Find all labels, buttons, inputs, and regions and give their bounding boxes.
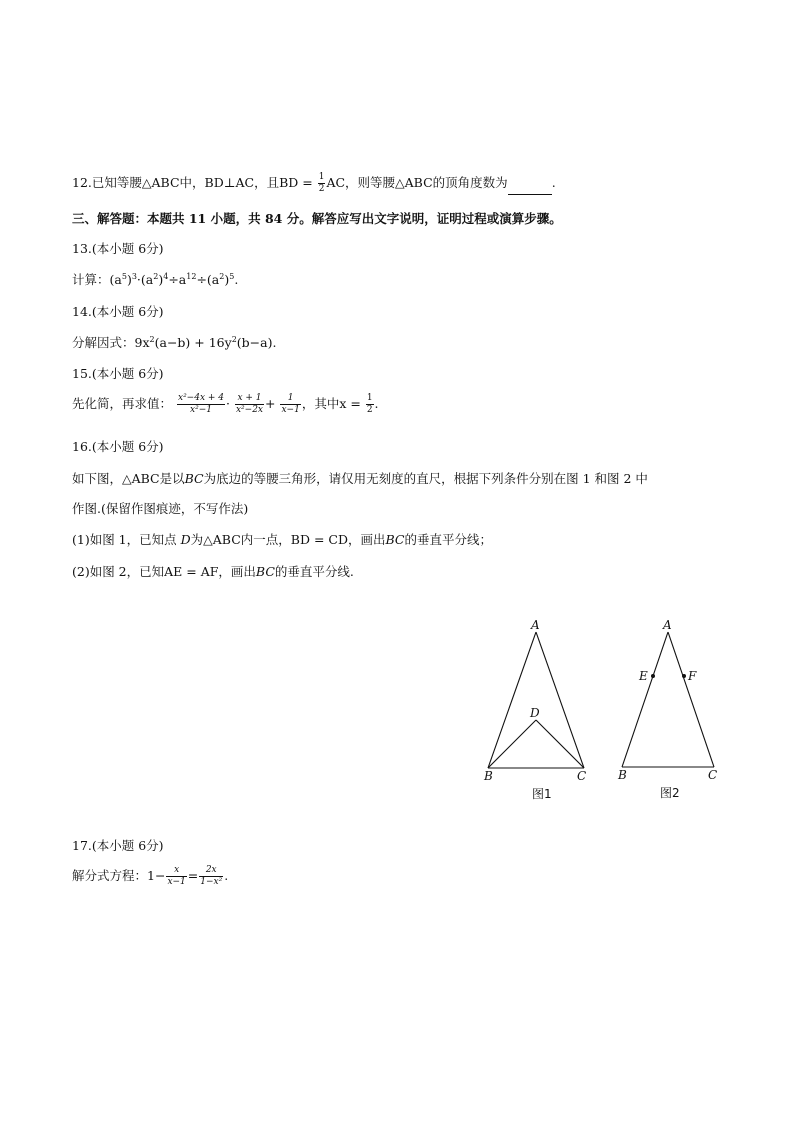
question-16-para-1: 如下图，△ABC是以BC为底边的等腰三角形，请仅用无刻度的直尺，根据下列条件分别在图 1 和图 2 中 <box>72 471 648 486</box>
fig2-point-f <box>682 674 686 678</box>
fig2-point-e <box>651 674 655 678</box>
question-15-header: 15.(本小题 6分) <box>72 366 164 381</box>
fig1-label-d: D <box>530 706 540 720</box>
figure-1 <box>488 632 584 768</box>
fig1-label-b: B <box>484 769 493 783</box>
fraction-2: $\frac{x + 1}{\text{x²−2x}}$ <box>235 393 264 415</box>
fig2-caption: 图2 <box>660 786 680 800</box>
fig1-segment-dc <box>536 720 584 768</box>
question-14-body: 分解因式：$9x^2(a-b) + 16y^2(b-a)$. <box>72 334 277 350</box>
question-17-header: 17.(本小题 6分) <box>72 838 164 853</box>
fig2-label-f: F <box>688 669 697 683</box>
fig1-caption: 图1 <box>532 787 552 801</box>
fraction-1: $\frac{\text{x²−4x + 4}}{\text{x²−1}}$ <box>178 393 225 415</box>
fraction-1: $\frac{x}{x-1}$ <box>167 865 186 887</box>
fig2-label-a: A <box>663 618 672 632</box>
question-15-body: 先化简，再求值： $\frac{\text{x²−4x + 4}}{\text{x²−1}}$ · $\frac{x + 1}{\text{x²−2x}}$ + $\frac{1}{x-1}$ ，其中x = $\frac{1}{2}$ . <box>72 393 379 415</box>
question-13-header: 13.(本小题 6分) <box>72 241 164 256</box>
fig2-label-c: C <box>708 768 718 782</box>
question-16-part-2: (2)如图 2，已知AE = AF，画出BC的垂直平分线. <box>72 564 354 579</box>
fig1-segment-bd <box>488 720 536 768</box>
fraction-4: $\frac{1}{2}$ <box>366 393 373 415</box>
fig1-label-a: A <box>531 618 540 632</box>
fig2-side-ac <box>668 632 714 767</box>
fraction-2: $\frac{2x}{\text{1−x²}}$ <box>200 865 223 887</box>
fraction-one-half: $\frac{1}{2}$ <box>318 172 325 194</box>
question-12: 12.已知等腰△ABC中，BD⊥AC，且BD = $\frac{1}{2}$ AC，则等腰△ABC的顶角度数为 . <box>72 172 556 194</box>
section-heading: 三、解答题：本题共 11 小题，共 84 分。解答应写出文字说明，证明过程或演算步骤。 <box>72 211 562 226</box>
fig2-label-e: E <box>639 669 648 683</box>
fig1-side-ac <box>536 632 584 768</box>
question-14-header: 14.(本小题 6分) <box>72 304 164 319</box>
fig2-side-ab <box>622 632 668 767</box>
question-16-para-2: 作图.(保留作图痕迹，不写作法) <box>72 501 249 516</box>
question-17-body: 解分式方程：1− $\frac{x}{x-1}$ = $\frac{2x}{\text{1−x²}}$ . <box>72 865 229 887</box>
figure-2 <box>622 632 714 767</box>
fig1-label-c: C <box>577 769 587 783</box>
fig2-label-b: B <box>618 768 627 782</box>
question-16-part-1: (1)如图 1，已知点 D为△ABC内一点，BD = CD，画出BC的垂直平分线； <box>72 532 492 547</box>
question-16-header: 16.(本小题 6分) <box>72 439 164 454</box>
fig1-side-ab <box>488 632 536 768</box>
fraction-3: $\frac{1}{x-1}$ <box>281 393 300 415</box>
question-13-body: 计算：$(a^5)^3\cdot(a^2)^4\div a^{12}\div(a^2)^5$. <box>72 271 239 287</box>
